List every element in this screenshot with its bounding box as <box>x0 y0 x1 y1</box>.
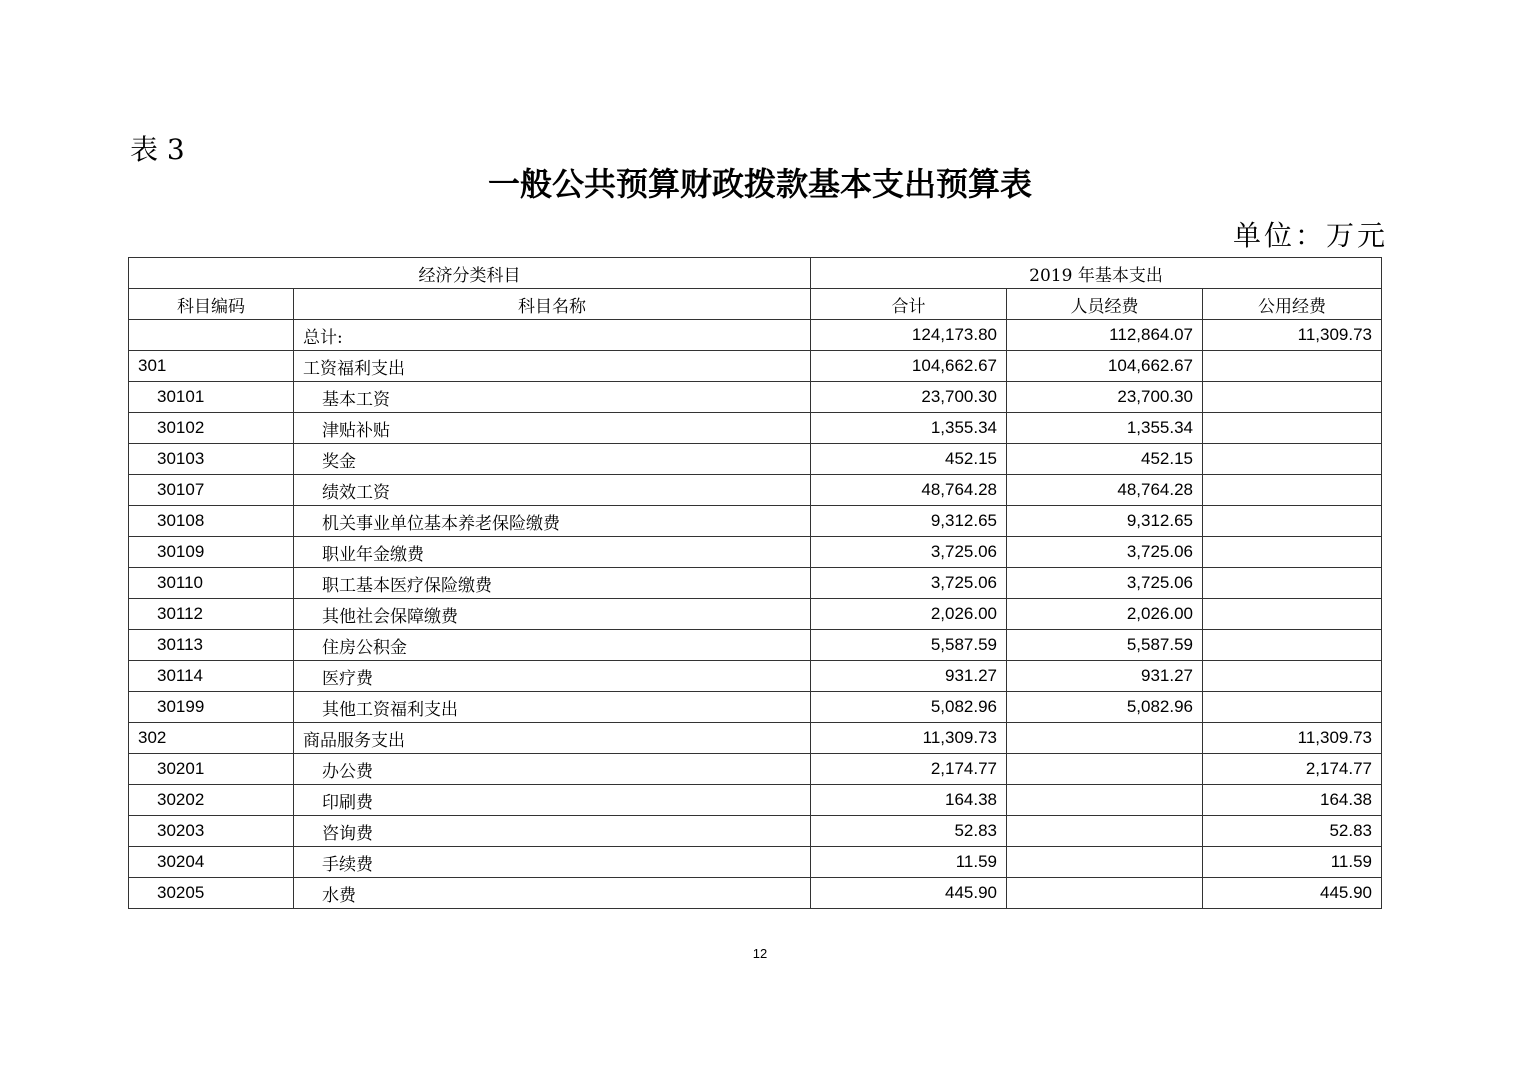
cell-personnel <box>1007 785 1203 816</box>
table-row <box>129 878 1382 909</box>
cell-name: 医疗费 <box>294 661 811 692</box>
cell-name: 职业年金缴费 <box>294 537 811 568</box>
cell-code: 30199 <box>129 692 294 723</box>
table-row <box>129 754 1382 785</box>
cell-code: 30202 <box>129 785 294 816</box>
table-row <box>129 506 1382 537</box>
table-row <box>129 320 1382 351</box>
table-row <box>129 475 1382 506</box>
cell-name: 其他社会保障缴费 <box>294 599 811 630</box>
cell-code: 30103 <box>129 444 294 475</box>
cell-code: 30102 <box>129 413 294 444</box>
cell-code: 30203 <box>129 816 294 847</box>
cell-public <box>1203 661 1382 692</box>
cell-name: 奖金 <box>294 444 811 475</box>
cell-code: 30109 <box>129 537 294 568</box>
unit-label: 单位：万元 <box>1232 219 1388 252</box>
table-row <box>129 382 1382 413</box>
cell-code: 30107 <box>129 475 294 506</box>
table-row <box>129 599 1382 630</box>
cell-code: 30101 <box>129 382 294 413</box>
table-label: 表 3 <box>130 133 185 166</box>
cell-public: 11,309.73 <box>1203 320 1382 351</box>
table-row <box>129 847 1382 878</box>
cell-name: 机关事业单位基本养老保险缴费 <box>294 506 811 537</box>
cell-public: 445.90 <box>1203 878 1382 909</box>
cell-name: 商品服务支出 <box>294 723 811 754</box>
cell-name: 津贴补贴 <box>294 413 811 444</box>
cell-personnel: 931.27 <box>1007 661 1203 692</box>
cell-public <box>1203 351 1382 382</box>
cell-code <box>129 320 294 351</box>
cell-personnel: 112,864.07 <box>1007 320 1203 351</box>
cell-code: 30110 <box>129 568 294 599</box>
table-row <box>129 444 1382 475</box>
cell-personnel: 5,082.96 <box>1007 692 1203 723</box>
cell-code: 30114 <box>129 661 294 692</box>
cell-public <box>1203 630 1382 661</box>
cell-total: 104,662.67 <box>811 351 1007 382</box>
column-header-row <box>129 289 1382 320</box>
cell-public <box>1203 382 1382 413</box>
cell-name: 职工基本医疗保险缴费 <box>294 568 811 599</box>
column-header-personnel: 人员经费 <box>1007 289 1203 320</box>
cell-public: 52.83 <box>1203 816 1382 847</box>
column-header-public: 公用经费 <box>1203 289 1382 320</box>
cell-total: 2,174.77 <box>811 754 1007 785</box>
cell-total: 52.83 <box>811 816 1007 847</box>
cell-total: 48,764.28 <box>811 475 1007 506</box>
cell-code: 30204 <box>129 847 294 878</box>
cell-personnel: 452.15 <box>1007 444 1203 475</box>
cell-name: 手续费 <box>294 847 811 878</box>
group-header-classification: 经济分类科目 <box>129 258 811 289</box>
cell-code: 30108 <box>129 506 294 537</box>
cell-name: 绩效工资 <box>294 475 811 506</box>
table-row <box>129 661 1382 692</box>
cell-name: 基本工资 <box>294 382 811 413</box>
cell-public <box>1203 692 1382 723</box>
cell-personnel: 9,312.65 <box>1007 506 1203 537</box>
column-header-name: 科目名称 <box>294 289 811 320</box>
cell-public: 11.59 <box>1203 847 1382 878</box>
table-row <box>129 630 1382 661</box>
cell-public <box>1203 537 1382 568</box>
cell-personnel <box>1007 754 1203 785</box>
cell-name: 印刷费 <box>294 785 811 816</box>
cell-public <box>1203 568 1382 599</box>
cell-name: 总计: <box>294 320 811 351</box>
cell-personnel: 1,355.34 <box>1007 413 1203 444</box>
cell-code: 30205 <box>129 878 294 909</box>
cell-personnel: 3,725.06 <box>1007 568 1203 599</box>
cell-public <box>1203 506 1382 537</box>
cell-personnel: 2,026.00 <box>1007 599 1203 630</box>
cell-personnel <box>1007 723 1203 754</box>
table-row <box>129 537 1382 568</box>
cell-personnel: 3,725.06 <box>1007 537 1203 568</box>
cell-public <box>1203 599 1382 630</box>
cell-code: 302 <box>129 723 294 754</box>
cell-total: 9,312.65 <box>811 506 1007 537</box>
page-number: 12 <box>752 946 768 961</box>
cell-public: 11,309.73 <box>1203 723 1382 754</box>
cell-total: 445.90 <box>811 878 1007 909</box>
cell-total: 3,725.06 <box>811 568 1007 599</box>
cell-personnel: 23,700.30 <box>1007 382 1203 413</box>
table-row <box>129 351 1382 382</box>
cell-code: 30113 <box>129 630 294 661</box>
column-header-code: 科目编码 <box>129 289 294 320</box>
cell-personnel <box>1007 878 1203 909</box>
cell-public <box>1203 444 1382 475</box>
cell-personnel: 5,587.59 <box>1007 630 1203 661</box>
cell-code: 30112 <box>129 599 294 630</box>
cell-name: 咨询费 <box>294 816 811 847</box>
cell-total: 11.59 <box>811 847 1007 878</box>
cell-name: 工资福利支出 <box>294 351 811 382</box>
cell-total: 124,173.80 <box>811 320 1007 351</box>
table-row <box>129 568 1382 599</box>
cell-public <box>1203 413 1382 444</box>
cell-total: 1,355.34 <box>811 413 1007 444</box>
table-row <box>129 723 1382 754</box>
table-row <box>129 816 1382 847</box>
cell-code: 30201 <box>129 754 294 785</box>
group-header-year-expense: 2019 年基本支出 <box>811 258 1382 289</box>
cell-name: 住房公积金 <box>294 630 811 661</box>
table-body <box>129 320 1382 909</box>
cell-total: 3,725.06 <box>811 537 1007 568</box>
table-row <box>129 413 1382 444</box>
cell-total: 452.15 <box>811 444 1007 475</box>
page-title: 一般公共预算财政拨款基本支出预算表 <box>487 165 1032 203</box>
cell-total: 23,700.30 <box>811 382 1007 413</box>
group-header-row <box>129 258 1382 289</box>
cell-personnel <box>1007 847 1203 878</box>
cell-name: 水费 <box>294 878 811 909</box>
cell-code: 301 <box>129 351 294 382</box>
table-row <box>129 785 1382 816</box>
cell-total: 5,587.59 <box>811 630 1007 661</box>
cell-personnel <box>1007 816 1203 847</box>
cell-public: 164.38 <box>1203 785 1382 816</box>
cell-name: 其他工资福利支出 <box>294 692 811 723</box>
column-header-total: 合计 <box>811 289 1007 320</box>
cell-public: 2,174.77 <box>1203 754 1382 785</box>
cell-total: 164.38 <box>811 785 1007 816</box>
cell-total: 5,082.96 <box>811 692 1007 723</box>
cell-personnel: 104,662.67 <box>1007 351 1203 382</box>
cell-personnel: 48,764.28 <box>1007 475 1203 506</box>
table-row <box>129 692 1382 723</box>
budget-table <box>128 257 1382 909</box>
cell-total: 2,026.00 <box>811 599 1007 630</box>
cell-public <box>1203 475 1382 506</box>
cell-name: 办公费 <box>294 754 811 785</box>
cell-total: 931.27 <box>811 661 1007 692</box>
cell-total: 11,309.73 <box>811 723 1007 754</box>
